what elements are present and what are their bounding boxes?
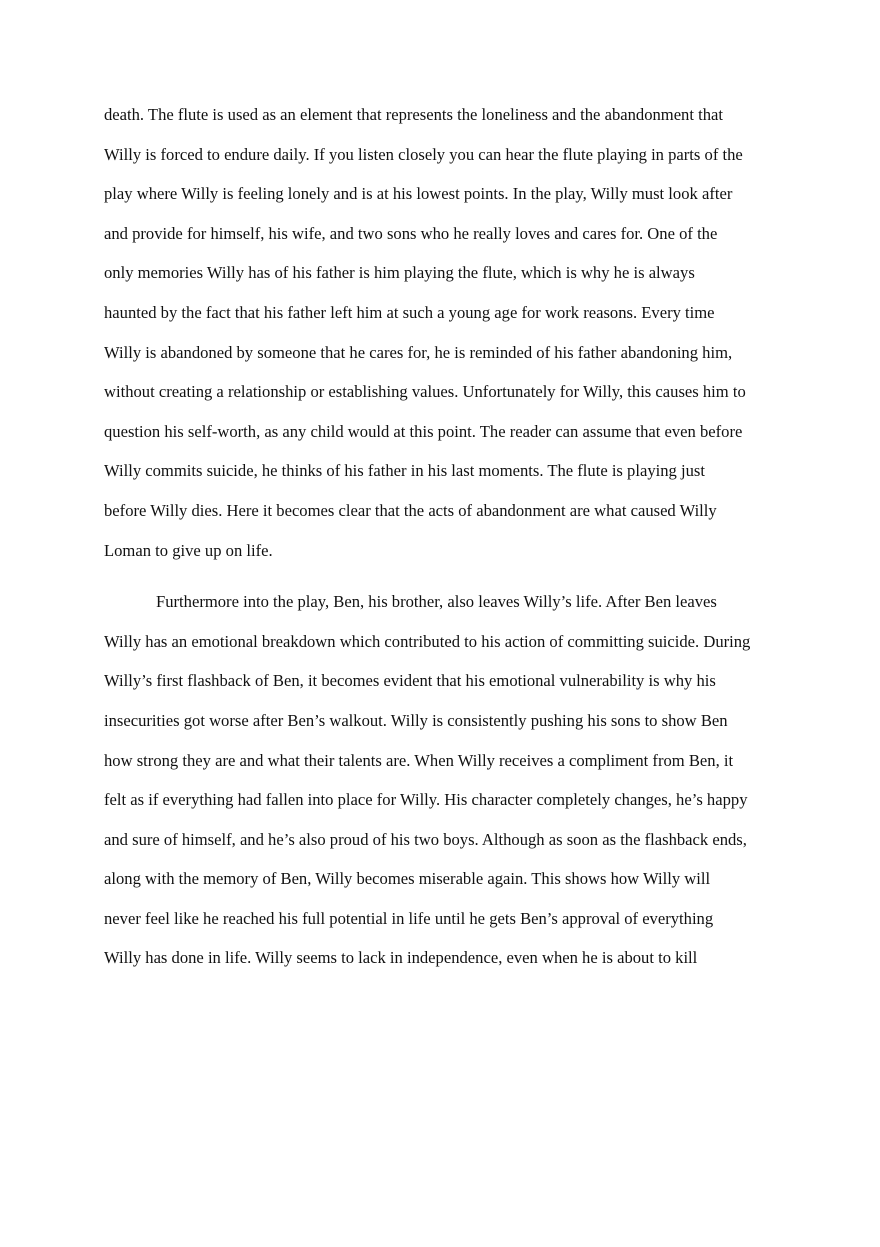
text-line: how strong they are and what their talents are. When Willy receives a compliment from Ben, it: [104, 750, 734, 770]
paragraph-1: [104, 98, 804, 573]
text-line: and provide for himself, his wife, and two sons who he really loves and cares for. One of the: [104, 223, 718, 243]
text-line: before Willy dies. Here it becomes clear that the acts of abandonment are what caused Willy: [104, 500, 717, 520]
paragraph-spacer: [104, 573, 804, 585]
text-line: Willy is abandoned by someone that he cares for, he is reminded of his father abandoning him,: [104, 342, 733, 362]
text-line: Willy’s first flashback of Ben, it becomes evident that his emotional vulnerability is why his: [104, 671, 716, 691]
text-line: haunted by the fact that his father left him at such a young age for work reasons. Every time: [104, 302, 715, 322]
text-line: Willy has an emotional breakdown which contributed to his action of committing suicide. During: [104, 631, 751, 651]
text-line: question his self-worth, as any child would at this point. The reader can assume that even before: [104, 421, 743, 441]
text-line: never feel like he reached his full potential in life until he gets Ben’s approval of everything: [104, 908, 714, 928]
text-line: only memories Willy has of his father is him playing the flute, which is why he is always: [104, 263, 695, 283]
text-line: Furthermore into the play, Ben, his brother, also leaves Willy’s life. After Ben leaves: [156, 592, 717, 612]
text-line: along with the memory of Ben, Willy becomes miserable again. This shows how Willy will: [104, 869, 711, 889]
text-line: play where Willy is feeling lonely and is at his lowest points. In the play, Willy must look after: [104, 184, 733, 204]
text-line: and sure of himself, and he’s also proud of his two boys. Although as soon as the flashback ends,: [104, 829, 747, 849]
text-line: death. The flute is used as an element that represents the loneliness and the abandonment that: [104, 105, 724, 124]
text-line: Willy is forced to endure daily. If you listen closely you can hear the flute playing in parts of the: [104, 144, 743, 164]
text-line: Willy commits suicide, he thinks of his father in his last moments. The flute is playing just: [104, 461, 705, 481]
text-line: insecurities got worse after Ben’s walkout. Willy is consistently pushing his sons to show Ben: [104, 710, 728, 730]
text-line: felt as if everything had fallen into place for Willy. His character completely changes, he’s happy: [104, 790, 748, 810]
text-line: Willy has done in life. Willy seems to lack in independence, even when he is about to kill: [104, 948, 698, 968]
text-line: Loman to give up on life.: [104, 540, 273, 560]
paragraph-2: [104, 585, 804, 981]
text-line: without creating a relationship or establishing values. Unfortunately for Willy, this causes him to: [104, 382, 746, 402]
essay-body: [104, 98, 804, 981]
